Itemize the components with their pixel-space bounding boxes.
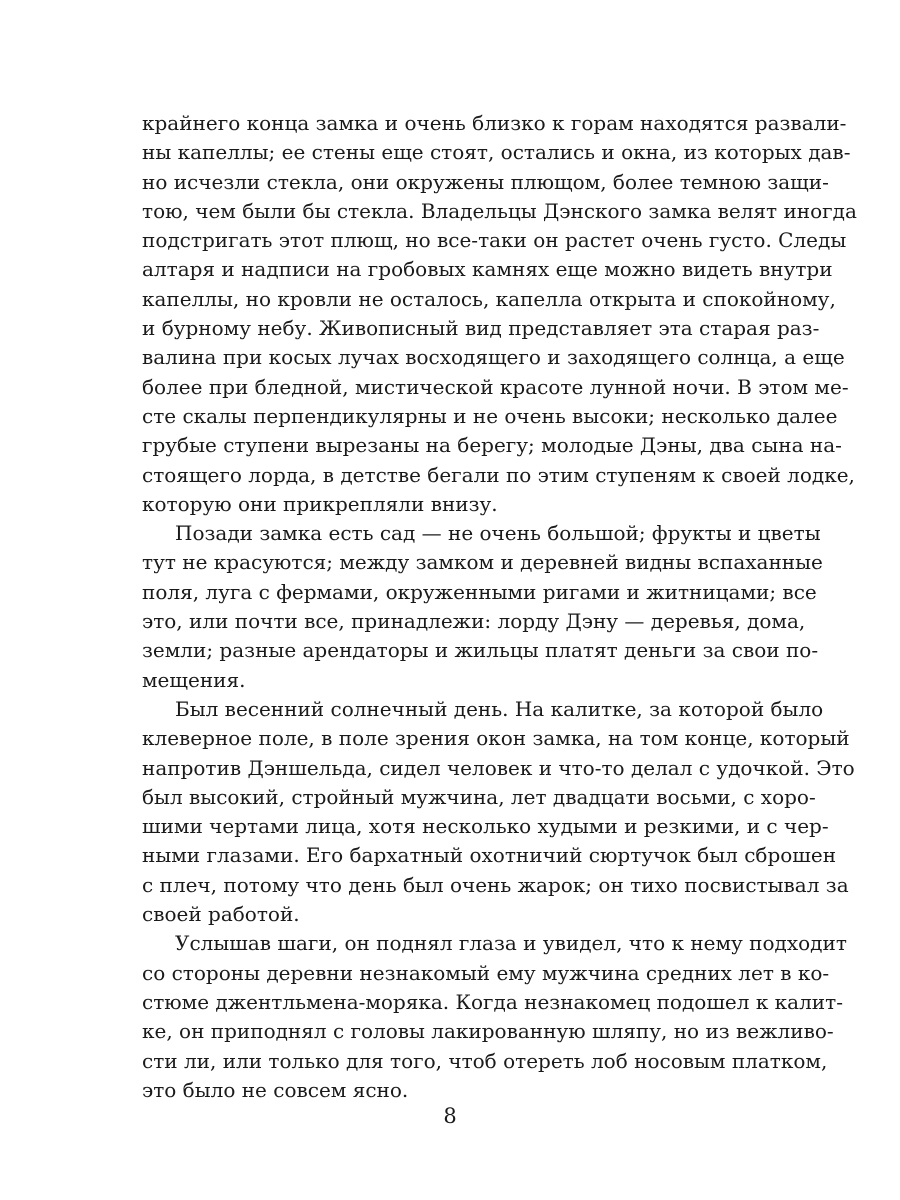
text-line: более при бледной, мистической красоте лунной ночи. В этом ме- (142, 374, 849, 399)
text-line: мещения. (142, 667, 246, 692)
body-text (142, 109, 857, 1105)
text-line: был высокий, стройный мужчина, лет двадцати восьми, с хоро- (142, 784, 816, 809)
text-line: сти ли, или только для того, чтоб отереть лоб носовым платком, (142, 1048, 828, 1073)
text-line: Услышав шаги, он поднял глаза и увидел, что к нему подходит (175, 931, 847, 956)
text-line: Был весенний солнечный день. На калитке, за которой было (175, 696, 824, 721)
text-line: это было не совсем ясно. (142, 1077, 409, 1102)
text-line: земли; разные арендаторы и жильцы платят деньги за свои по- (142, 638, 819, 663)
text-line: шими чертами лица, хотя несколько худыми и резкими, и с чер- (142, 814, 829, 839)
text-line: напротив Дэншельда, сидел человек и что-то делал с удочкой. Это (142, 755, 855, 780)
text-line: с плеч, потому что день был очень жарок; он тихо посвистывал за (142, 872, 849, 897)
text-line: валина при косых лучах восходящего и заходящего солнца, а еще (142, 345, 845, 370)
text-line: стюме джентльмена-моряка. Когда незнакомец подошел к калит- (142, 989, 843, 1014)
text-line: и бурному небу. Живописный вид представляет эта старая раз- (142, 316, 820, 341)
text-line: ке, он приподнял с головы лакированную шляпу, но из вежливо- (142, 1019, 834, 1044)
text-line: ными глазами. Его бархатный охотничий сюртучок был сброшен (142, 843, 837, 868)
text-line: поля, луга с фермами, окруженными ригами и житницами; все (142, 579, 817, 604)
text-line: стоящего лорда, в детстве бегали по этим ступеням к своей лодке, (142, 462, 855, 487)
text-line: которую они прикрепляли внизу. (142, 491, 498, 516)
text-line: но исчезли стекла, они окружены плющом, более темною защи- (142, 169, 829, 194)
text-line: грубые ступени вырезаны на берегу; молодые Дэны, два сына на- (142, 433, 842, 458)
text-line: подстригать этот плющ, но все-таки он растет очень густо. Следы (142, 228, 847, 253)
text-line: сте скалы перпендикулярны и не очень высоки; несколько далее (142, 403, 838, 428)
text-line: капеллы, но кровли не осталось, капелла открыта и спокойному, (142, 286, 836, 311)
page-number: 8 (443, 1104, 457, 1128)
text-line: Позади замка есть сад — не очень большой; фрукты и цветы (175, 521, 821, 546)
text-line: своей работой. (142, 902, 300, 927)
text-line: клеверное поле, в поле зрения окон замка, на том конце, который (142, 726, 850, 751)
paragraph (142, 519, 823, 695)
text-line: это, или почти все, принадлежи: лорду Дэну — деревья, дома, (142, 609, 806, 634)
paragraph (142, 695, 855, 929)
text-line: алтаря и надписи на гробовых камнях еще можно видеть внутри (142, 257, 833, 282)
text-line: крайнего конца замка и очень близко к горам находятся развали- (142, 111, 847, 135)
paragraph (142, 109, 857, 519)
text-line: тою, чем были бы стекла. Владельцы Дэнского замка велят иногда (142, 198, 857, 223)
text-line: тут не красуются; между замком и деревней видны вспаханные (142, 550, 823, 575)
text-line: со стороны деревни незнакомый ему мужчина средних лет в ко- (142, 960, 830, 985)
text-line: ны капеллы; ее стены еще стоят, остались и окна, из которых дав- (142, 140, 851, 165)
paragraph (142, 929, 847, 1105)
